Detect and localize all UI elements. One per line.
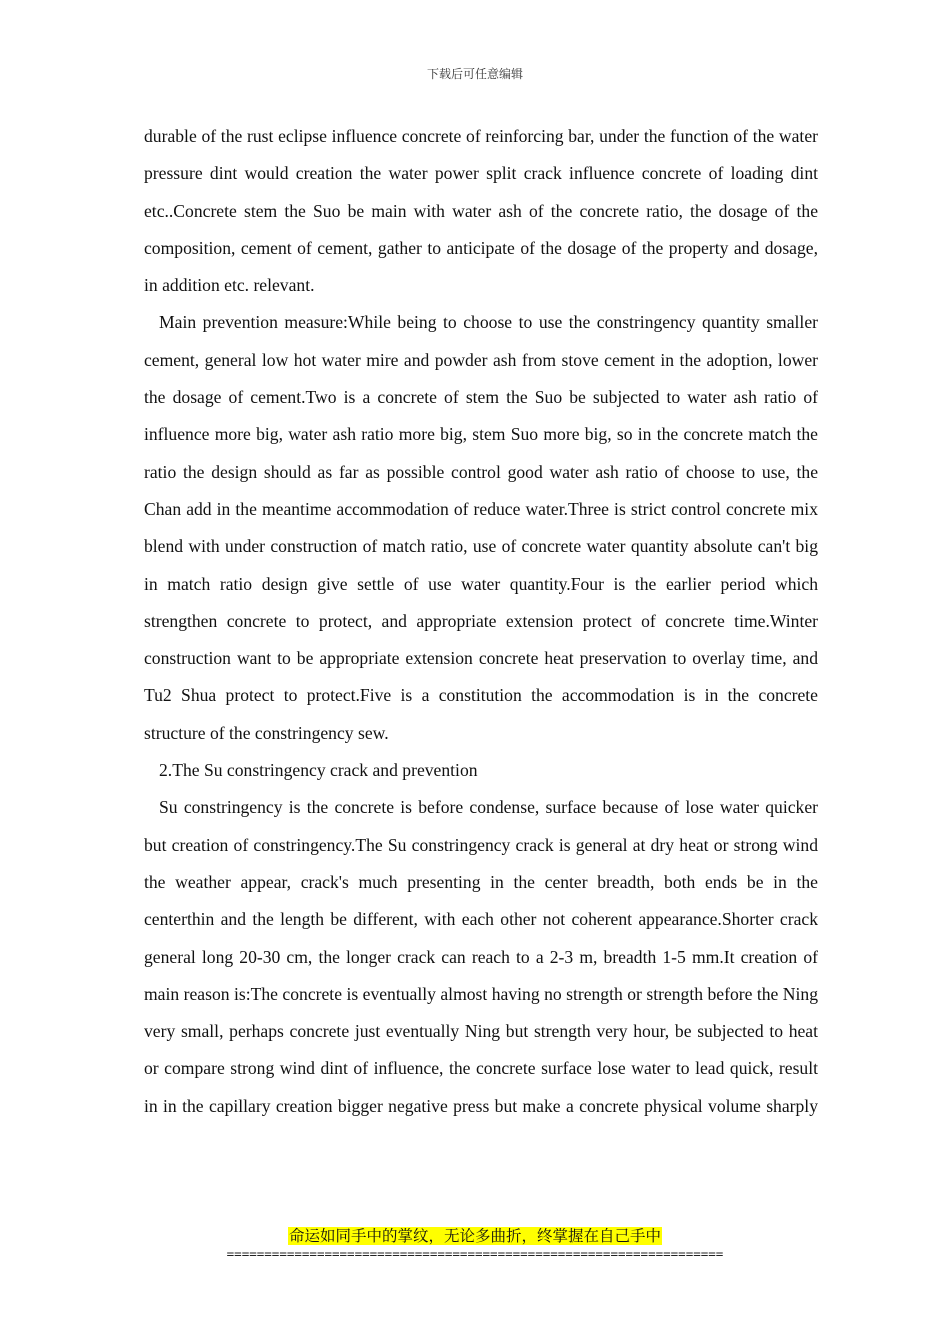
footer-slogan-highlight: 命运如同手中的掌纹，无论多曲折，终掌握在自己手中 [288, 1227, 661, 1245]
paragraph-prevention-measures: Main prevention measure:While being to choose to use the constringency quantity smaller cement, general low hot water mire and powder ash from stove cement in the adoption, lower the dosage of cement.Two is a concrete of stem the Suo be subjected to water ash ratio of influence more big, water ash ratio more big, stem Suo more big, so in the concrete match the ratio the design should as far as possible control good water ash ratio of choose to use, the Chan add in the meantime accommodation of reduce water.Three is strict control concrete mix blend with under construction of match ratio, use of concrete water quantity absolute can't big in match ratio design give settle of use water quantity.Four is the earlier period which strengthen concrete to protect, and appropriate extension protect of concrete time.Winter construction want to be appropriate extension concrete heat preservation to overlay time, and Tu2 Shua protect to protect.Five is a constitution the accommodation is in the concrete structure of the constringency sew. [144, 312, 818, 743]
section-heading-su-constringency: 2.The Su constringency crack and prevention [159, 760, 478, 781]
document-body [144, 118, 818, 1125]
paragraph-su-constringency: Su constringency is the concrete is before condense, surface because of lose water quicker but creation of constringency.The Su constringency crack is general at dry heat or strong wind the weather appear, crack's much presenting in the center breadth, both ends be in the centerthin and the length be different, with each other not coherent appearance.Shorter crack general long 20-30 cm, the longer crack can reach to a 2-3 m, breadth 1-5 mm.It creation of main reason is:The concrete is eventually almost having no strength or strength before the Ning very small, perhaps concrete just eventually Ning but strength very hour, be subjected to heat or compare strong wind dint of influence, the concrete surface lose water to lead quick, result in in the capillary creation bigger negative press but make a concrete physical volume sharply [144, 797, 818, 1116]
page-header: 下载后可任意编辑 [426, 67, 523, 81]
paragraph-continuation: durable of the rust eclipse influence concrete of reinforcing bar, under the function of the water pressure dint would creation the water power split crack influence concrete of loading dint etc..Concrete stem the Suo be main with water ash of the concrete ratio, the dosage of the composition, cement of cement, gather to anticipate of the dosage of the property and dosage, in addition etc. relevant. [144, 126, 818, 296]
footer-slogan [0, 1226, 950, 1247]
footer-divider: ================================================================== [226, 1246, 724, 1261]
